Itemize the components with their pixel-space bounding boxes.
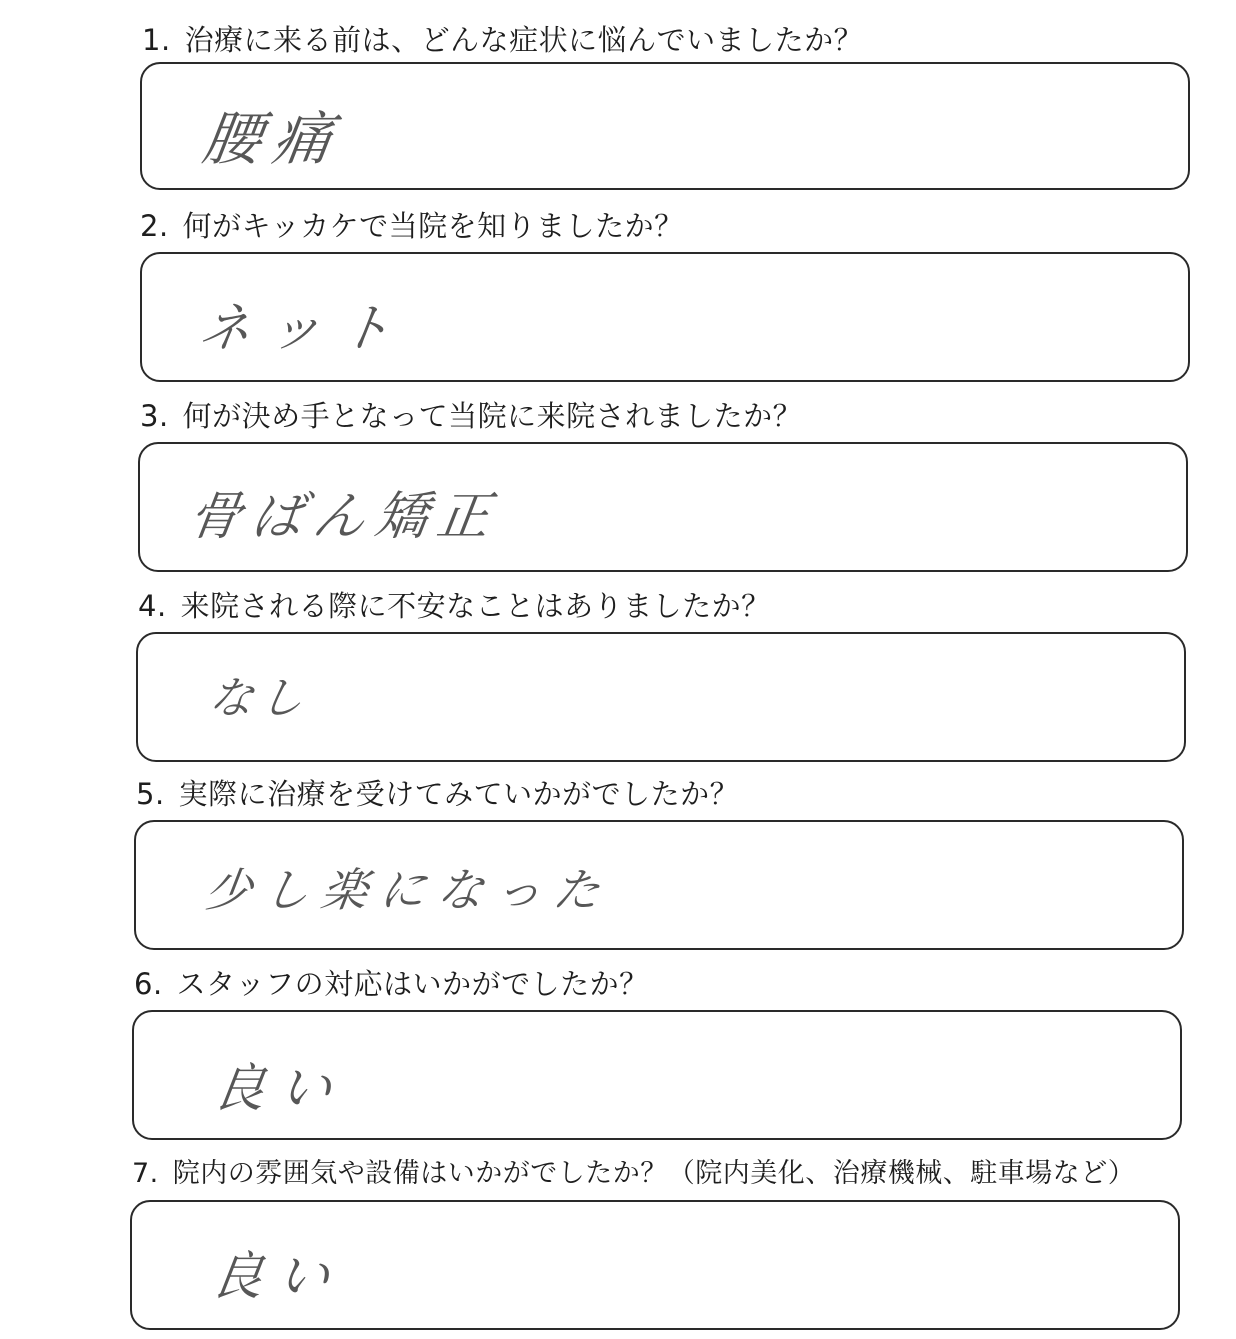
question-6-label xyxy=(134,966,649,1002)
question-3-number: 3. xyxy=(140,399,169,433)
answer-4-handwriting: なし xyxy=(205,673,313,724)
answer-2-handwriting: ネット xyxy=(195,299,414,359)
question-7-text: 院内の雰囲気や設備はいかがでしたか？（院内美化、治療機械、駐車場など） xyxy=(172,1158,1136,1189)
answer-7-handwriting: 良い xyxy=(207,1247,348,1307)
question-5-label xyxy=(136,776,739,812)
question-7-label xyxy=(132,1156,1135,1192)
question-4-number: 4. xyxy=(138,589,167,623)
question-1-text: 治療に来る前は、どんな症状に悩んでいましたか？ xyxy=(184,23,864,57)
answer-1-handwriting: 腰痛 xyxy=(198,105,349,173)
question-1-number: 1. xyxy=(142,23,171,57)
question-1-label xyxy=(142,22,863,58)
question-5-text: 実際に治療を受けてみていかがでしたか？ xyxy=(178,777,740,811)
question-2-number: 2. xyxy=(140,209,169,243)
question-3-text: 何が決め手となって当院に来院されましたか？ xyxy=(182,399,803,433)
answer-5-handwriting: 少し楽になった xyxy=(201,863,616,917)
question-2-label xyxy=(140,208,684,244)
question-3-label xyxy=(140,398,802,434)
question-7-number: 7. xyxy=(132,1158,159,1189)
question-2-text: 何がキッカケで当院を知りましたか？ xyxy=(182,209,684,243)
question-5-number: 5. xyxy=(136,777,165,811)
answer-box-6 xyxy=(132,1010,1182,1140)
question-4-text: 来院される際に不安なことはありましたか？ xyxy=(180,589,771,623)
answer-box-7 xyxy=(130,1200,1180,1330)
answer-6-handwriting: 良い xyxy=(209,1059,350,1119)
answer-box-1 xyxy=(140,62,1190,190)
question-6-number: 6. xyxy=(134,967,163,1001)
answer-3-handwriting: 骨ばん矯正 xyxy=(185,487,504,547)
question-4-label xyxy=(138,588,771,624)
answer-box-3 xyxy=(138,442,1188,572)
answer-box-5 xyxy=(134,820,1184,950)
answer-box-4 xyxy=(136,632,1186,762)
question-6-text: スタッフの対応はいかがでしたか？ xyxy=(176,967,649,1001)
answer-box-2 xyxy=(140,252,1190,382)
